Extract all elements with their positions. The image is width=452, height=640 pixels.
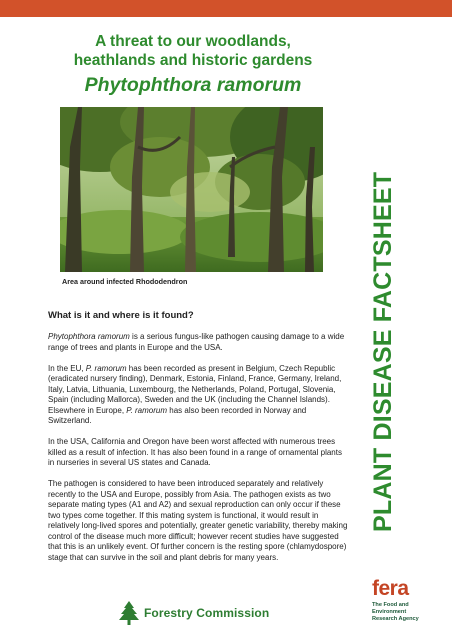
photo-caption: Area around infected Rhododendron	[62, 277, 188, 286]
paragraph-intro-text: is a serious fungus-like pathogen causing damage to a wide range of trees and plants in Europe and the USA.	[48, 332, 345, 352]
woodland-photo	[60, 107, 323, 272]
page-subtitle	[58, 32, 328, 70]
paragraph-origin: The pathogen is considered to have been introduced separately and relatively recently to the USA and Europe, possibly from Asia. The pathogen exists as two separate mating types (A1 and A2) and sexual reproduction can only occur if these two types come together. If this mating system is functional, it would result in relatively long-lived spores and potentially, greater genetic variability, thereby making control of the disease much more difficult; however recent studies have suggested that this is an unlikely event. Of further concern is the resting spore (chlamydospore) stage that can survive in the soil and plant debris for many years.	[48, 479, 348, 562]
section-heading: What is it and where is it found?	[48, 310, 194, 321]
subtitle-line-2: heathlands and historic gardens	[73, 52, 313, 69]
side-title: PLANT DISEASE FACTSHEET	[369, 171, 397, 532]
paragraph-intro	[48, 332, 348, 353]
tree-icon	[118, 600, 140, 626]
factsheet-body	[48, 310, 348, 574]
subtitle-line-1: A threat to our woodlands,	[95, 33, 291, 50]
paragraph-eu-records	[48, 364, 348, 427]
page-title: Phytophthora ramorum	[84, 74, 302, 96]
paragraph-usa: In the USA, California and Oregon have been worst affected with numerous trees killed as a result of infection. It has also been found in a range of ornamental plants in nurseries in several US states and Canada.	[48, 437, 342, 467]
eu-text-c: has also been recorded in Norway and Switzerland.	[48, 405, 307, 425]
forestry-commission-name: Forestry Commission	[144, 606, 270, 620]
fera-name: fera	[372, 577, 409, 600]
species-abbrev-1: P. ramorum	[85, 363, 127, 373]
species-abbrev-2: P. ramorum	[126, 405, 168, 415]
species-name: Phytophthora ramorum	[48, 332, 130, 341]
fera-logo	[372, 578, 442, 623]
fera-tagline-1: The Food and Environment	[372, 602, 409, 615]
fera-tagline-2: Research Agency	[372, 616, 419, 622]
top-color-bar	[0, 0, 452, 17]
fera-tagline	[372, 602, 442, 623]
forestry-commission-logo	[118, 600, 269, 626]
eu-text-b: has been recorded as present in Belgium, Czech Republic (eradicated nursery finding), Denmark, Estonia, Finland, France, Germany, Ireland, Italy, Latvia, Lithuania, Luxembourg, the Netherlands, Poland, Portugal, Slovenia, Spain (including Mallorca), Sweden and the UK (including the Channel Islands). Elsewhere in Europe,	[48, 363, 342, 415]
eu-text-a: In the EU,	[48, 363, 86, 373]
